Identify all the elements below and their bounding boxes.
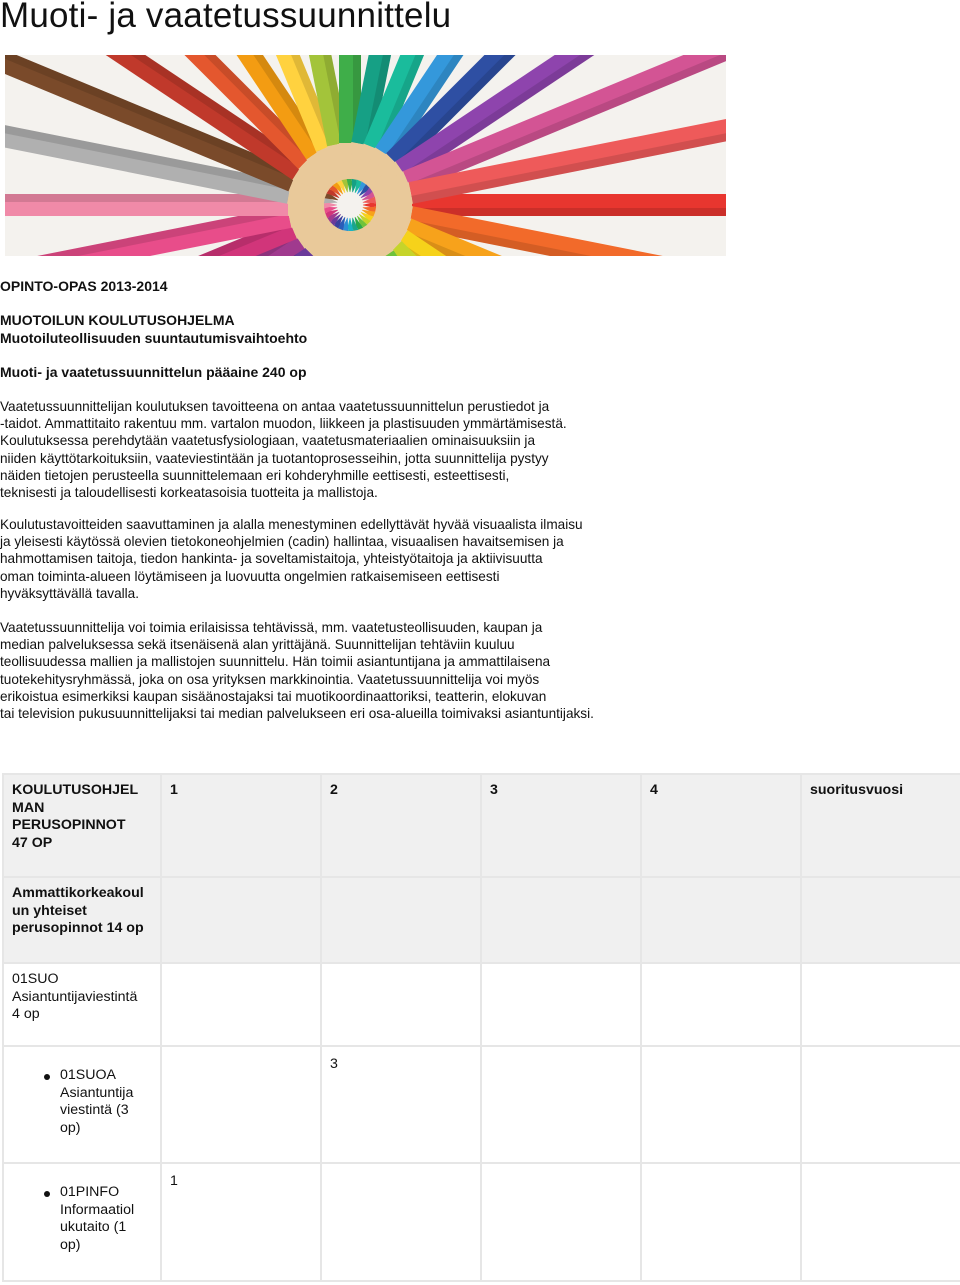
group-line: un yhteiset (12, 902, 87, 919)
track-label: Muotoiluteollisuuden suuntautumisvaihtoehto (0, 330, 308, 346)
paragraph-requirements: Koulutustavoitteiden saavuttaminen ja alalla menestyminen edellyttävät hyvää visuaalista ilmaisu ja yleisesti käytössä olevien tietokoneohjelmien (cadin) hallintaa, visuaalisen havaitsemisen ja hahmottamisen taitoja, tiedon hankinta- ja soveltamistaitoja, yhteistyötaitoja ja aktiivisuutta oman toiminta-alueen löytämiseen ja luovuutta ongelmien ratkaisemiseen eettisesti hyväksyttävällä tavalla. (0, 517, 583, 601)
subcourse-col3 (481, 1046, 641, 1163)
subcourse-col4 (641, 1163, 801, 1281)
page-title: Muoti- ja vaatetussuunnittelu (0, 0, 452, 35)
subcourse-label-cell (3, 1163, 161, 1281)
subcourse-line: ukutaito (1 (60, 1219, 127, 1235)
subcourse-col3 (481, 1163, 641, 1281)
table-row (3, 963, 960, 1046)
table-header-row (3, 774, 960, 877)
subcourse-year (801, 1163, 960, 1281)
study-plan-table (2, 773, 960, 1282)
subcourse-line: viestintä (3 (60, 1102, 129, 1118)
subcourse-line: op) (60, 1236, 81, 1253)
subcourse-col1: 1 (161, 1163, 321, 1281)
header-line: 47 OP (12, 834, 53, 851)
subcourse-line: 01SUOA (60, 1067, 116, 1083)
header-line: KOULUTUSOHJEL (12, 782, 139, 798)
table-group-row (3, 877, 960, 963)
subcourse-col1 (161, 1046, 321, 1163)
list-item (60, 1067, 152, 1137)
group-line: perusopinnot 14 op (12, 920, 144, 936)
colored-pencils-illustration (5, 55, 726, 256)
subcourse-col2: 3 (321, 1046, 481, 1163)
table-row (3, 1163, 960, 1281)
column-header-4: 4 (641, 774, 801, 877)
column-header-3: 3 (481, 774, 641, 877)
subcourse-list (12, 1067, 152, 1137)
study-guide-label: OPINTO-OPAS 2013-2014 (0, 278, 168, 294)
header-line: MAN (12, 799, 45, 816)
course-line: 01SUO (12, 971, 59, 987)
column-header-year: suoritusvuosi (801, 774, 960, 877)
list-item (60, 1184, 152, 1254)
paragraph-careers: Vaatetussuunnittelija voi toimia erilaisissa tehtävissä, mm. vaatetusteollisuuden, kaupan ja median palveluksessa sekä itsenäisenä alan yrittäjänä. Suunnittelijan tehtäviin kuuluu teollisuudessa mallien ja mallistojen suunnittelu. Hän toimii asiantuntijana ja ammattilaisena tuotekehitysryhmässä, joka on osa yrityksen markkinointia. Vaatetussuunnittelija voi myös erikoistua esimerkiksi kaupan sisäänostajaksi tai muotikoordinaattoriksi, teatterin, elokuvan tai television pukusuunnittelijaksi tai median palvelukseen eri osa-alueilla toimivaksi asiantuntijaksi. (0, 620, 594, 722)
table-row (3, 1046, 960, 1163)
hero-image (5, 55, 726, 256)
course-line: Asiantuntijaviestintä (12, 988, 138, 1005)
course-line: 4 op (12, 1006, 40, 1022)
subcourse-list (12, 1184, 152, 1254)
subcourse-col2 (321, 1163, 481, 1281)
group-label-cell (3, 877, 161, 963)
header-line: PERUSOPINNOT (12, 817, 126, 833)
column-header-1: 1 (161, 774, 321, 877)
subcourse-line: Asiantuntija (60, 1084, 134, 1101)
subcourse-line: Informaatiol (60, 1201, 135, 1218)
subcourse-col4 (641, 1046, 801, 1163)
subcourse-label-cell (3, 1046, 161, 1163)
group-line: Ammattikorkeakoul (12, 885, 144, 901)
subcourse-line: 01PINFO (60, 1184, 120, 1200)
major-label: Muoti- ja vaatetussuunnittelun pääaine 240 op (0, 364, 307, 380)
paragraph-goals: Vaatetussuunnittelijan koulutuksen tavoitteena on antaa vaatetussuunnittelun perustiedot ja -taidot. Ammattitaito rakentuu mm. vartalon muodon, liikkeen ja plastisuuden ymmärtämisestä. Koulutuksessa perehdytään vaatetusfysiologiaan, vaatetusmateriaalien ominaisuuksiin ja niiden käyttötarkoituksiin, vaateviestintään ja tuotantoprosesseihin, jotta suunnittelija pystyy näiden tietojen perusteella suunnittelemaan eri kohderyhmille eettisesti, esteettisesti, teknisesti ja taloudellisesti korkeatasoisia tuotteita ja mallistoja. (0, 399, 567, 501)
subcourse-line: op) (60, 1119, 81, 1136)
header-label-cell (3, 774, 161, 877)
subcourse-year (801, 1046, 960, 1163)
course-label-cell (3, 963, 161, 1046)
column-header-2: 2 (321, 774, 481, 877)
program-label: MUOTOILUN KOULUTUSOHJELMA (0, 312, 235, 328)
